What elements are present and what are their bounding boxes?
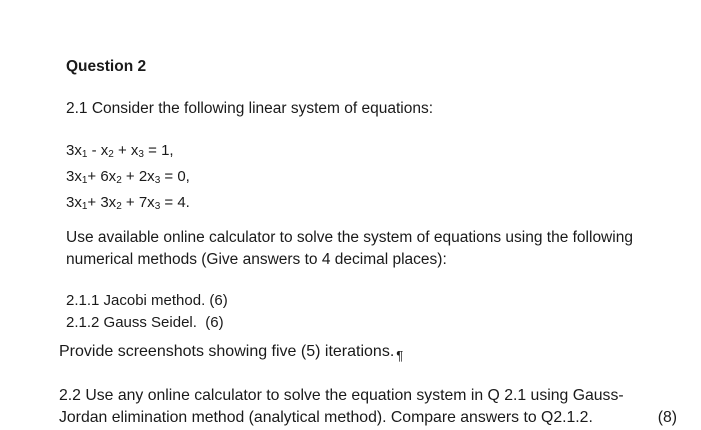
subquestion-gauss-seidel: 2.1.2 Gauss Seidel. (6) bbox=[66, 314, 224, 331]
q22-marks: (8) bbox=[657, 409, 677, 426]
subquestion-jacobi: 2.1.1 Jacobi method. (6) bbox=[66, 292, 228, 309]
q21-intro: 2.1 Consider the following linear system of equations: bbox=[66, 100, 434, 117]
subquestion-list bbox=[66, 290, 228, 334]
provide-text: Provide screenshots showing five (5) iterations. bbox=[59, 343, 395, 360]
equation-list bbox=[66, 140, 190, 218]
q22-line-1-text: 2.2 Use any online calculator to solve the equation system in Q 2.1 using Gauss- bbox=[59, 387, 624, 404]
provide-screenshots-text bbox=[59, 343, 403, 363]
instructions-line-1: Use available online calculator to solve the system of equations using the following bbox=[66, 229, 633, 246]
pilcrow-icon: ¶ bbox=[396, 348, 404, 363]
q22-line-2 bbox=[59, 407, 677, 429]
q22-paragraph bbox=[59, 385, 677, 429]
q22-line-2-text: Jordan elimination method (analytical method). Compare answers to Q2.1.2. bbox=[59, 409, 593, 426]
question-heading: Question 2 bbox=[66, 58, 147, 75]
equation-1: $3x_1 - x_2 + x_3 = 1$, bbox=[66, 142, 174, 160]
q22-line-1 bbox=[59, 385, 677, 407]
equation-2: $3x_1+ 6x_2 + 2x_3 = 0$, bbox=[66, 168, 190, 186]
equation-3: $3x_1+ 3x_2 + 7x_3 = 4$. bbox=[66, 194, 190, 212]
instructions-line-2: numerical methods (Give answers to 4 decimal places): bbox=[66, 251, 447, 268]
instructions-paragraph bbox=[66, 227, 633, 271]
